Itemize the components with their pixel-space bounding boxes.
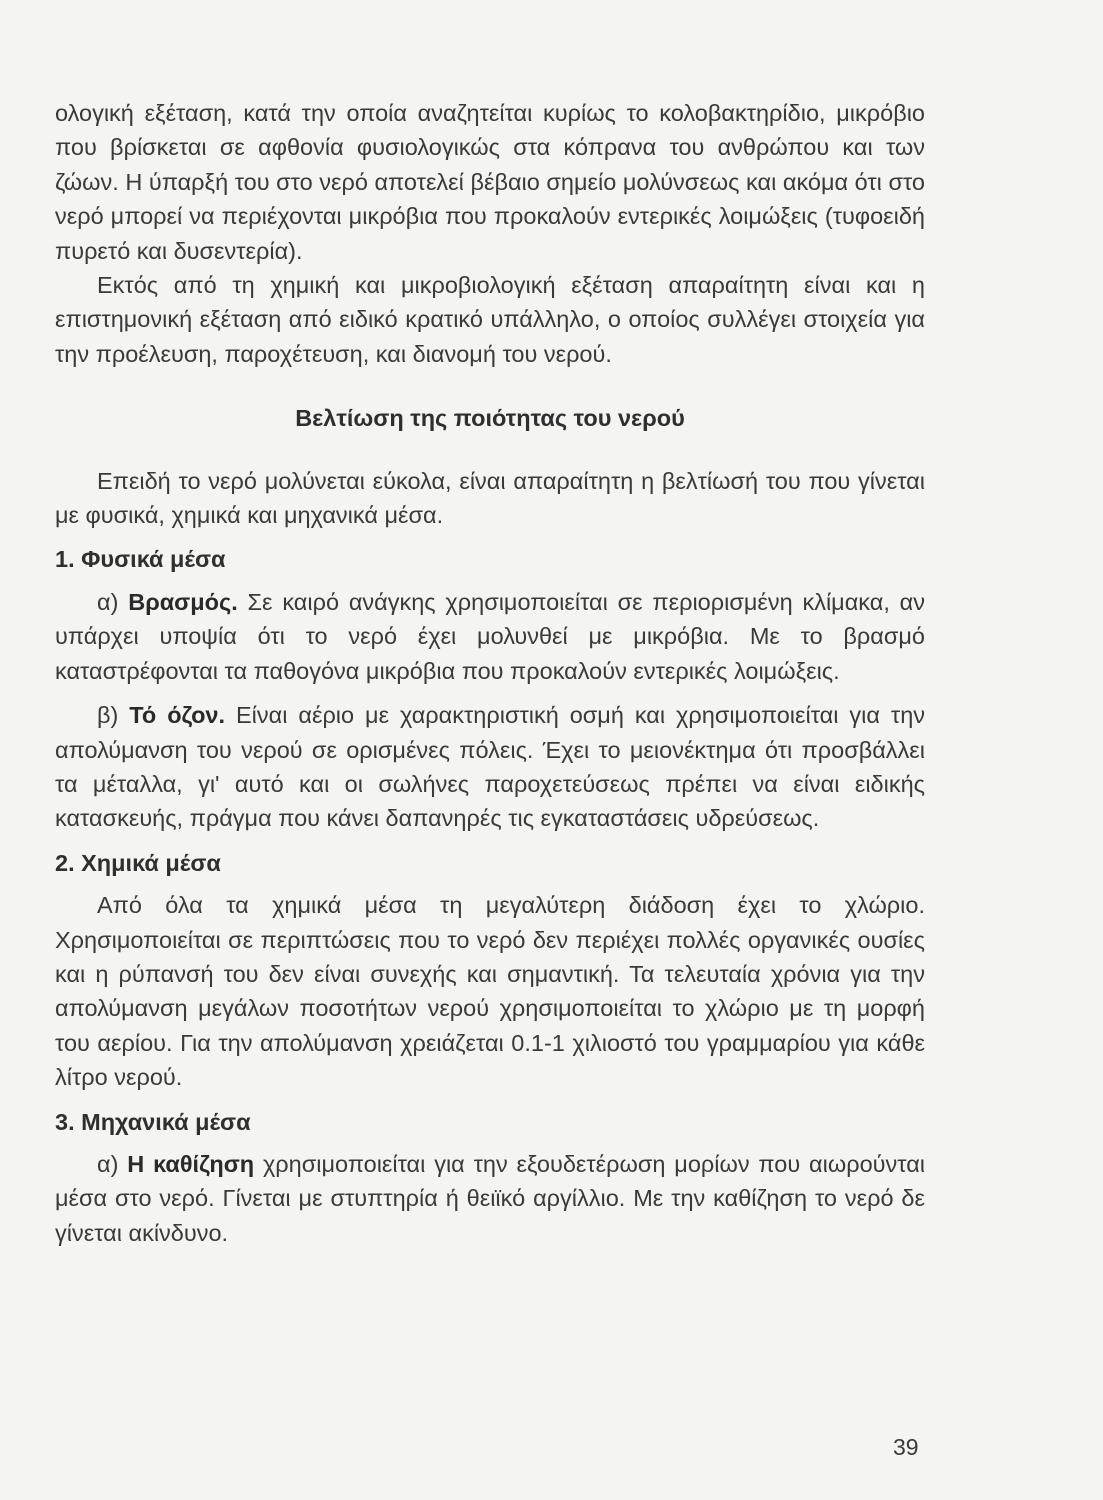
term-boiling: Βρασμός. [128, 588, 238, 615]
term-ozone: Τό όζον. [129, 702, 226, 729]
section-heading: Βελτίωση της ποιότητας του νερού [295, 405, 685, 432]
paragraph-boiling [55, 585, 925, 688]
subheading-physical-means: 1. Φυσικά μέσα [55, 546, 226, 573]
subheading-mechanical-means: 3. Μηχανικά μέσα [55, 1108, 251, 1135]
paragraph-sedimentation [55, 1147, 925, 1250]
text-sedimentation: χρησιμοποιείται για την εξουδετέρωση μορίων που αιωρούνται μέσα στο νερό. Γίνεται με στυπτηρία ή θειϊκό αργίλλιο. Με την καθίζηση το νερό δε γίνεται ακίνδυνο. [55, 1150, 926, 1246]
item-prefix: α) [97, 1150, 119, 1177]
item-prefix: β) [97, 702, 119, 729]
subheading-chemical-means: 2. Χημικά μέσα [55, 849, 221, 876]
paragraph-microbiological-exam: ολογική εξέταση, κατά την οποία αναζητείται κυρίως το κολοβακτηρίδιο, μικρόβιο που βρίσκεται σε αφθονία φυσιολογικώς στα κόπρανα του ανθρώπου και των ζώων. Η ύπαρξή του στο νερό αποτελεί βέβαιο σημείο μολύνσεως και ακόμα ότι στο νερό μπορεί να περιέχονται μικρόβια που προκαλούν εντερικές λοιμώξεις (τυφοειδή πυρετό και δυσεντερία). [55, 100, 925, 264]
item-prefix: α) [97, 588, 119, 615]
paragraph-chlorine: Από όλα τα χημικά μέσα τη μεγαλύτερη διάδοση έχει το χλώριο. Χρησιμοποιείται σε περιπτώσεις που το νερό δεν περιέχει πολλές οργανικές ουσίες και η ρύπανσή του δεν είναι συνεχής και σημαντική. Τα τελευταία χρόνια για την απολύμανση μεγάλων ποσοτήτων νερού χρησιμοποιείται το χλώριο με τη μορφή του αερίου. Για την απολύμανση χρειάζεται 0.1-1 χιλιοστό του γραμμαρίου για κάθε λίτρο νερού. [55, 892, 925, 1091]
paragraph-ozone [55, 698, 925, 836]
body-text [55, 96, 925, 1250]
paragraph-scientific-exam: Εκτός από τη χημική και μικροβιολογική εξέταση απαραίτητη είναι και η επιστημονική εξέταση από ειδικό κρατικό υπάλληλο, ο οποίος συλλέγει στοιχεία για την προέλευση, παροχέτευση, και διανομή του νερού. [55, 272, 925, 367]
text-ozone: Είναι αέριο με χαρακτηριστική οσμή και χρησιμοποιείται για την απολύμανση του νερού σε ορισμένες πόλεις. Έχει το μειονέκτημα ότι προσβάλλει τα μέταλλα, γι' αυτό και οι σωλήνες παροχετεύσεως πρέπει να είναι ειδικής κατασκευής, πράγμα που κάνει δαπανηρές τις εγκαταστάσεις υδρεύσεως. [55, 702, 926, 832]
paragraph-intro: Επειδή το νερό μολύνεται εύκολα, είναι απαραίτητη η βελτίωσή του που γίνεται με φυσικά, χημικά και μηχανικά μέσα. [55, 467, 925, 529]
term-sedimentation: Η καθίζηση [127, 1150, 255, 1177]
text-boiling: Σε καιρό ανάγκης χρησιμοποιείται σε περιορισμένη κλίμακα, αν υπάρχει υποψία ότι το νερό έχει μολυνθεί με μικρόβια. Με το βρασμό καταστρέφονται τα παθογόνα μικρόβια που προκαλούν εντερικές λοιμώξεις. [55, 588, 926, 684]
page-number: 39 [893, 1434, 919, 1460]
